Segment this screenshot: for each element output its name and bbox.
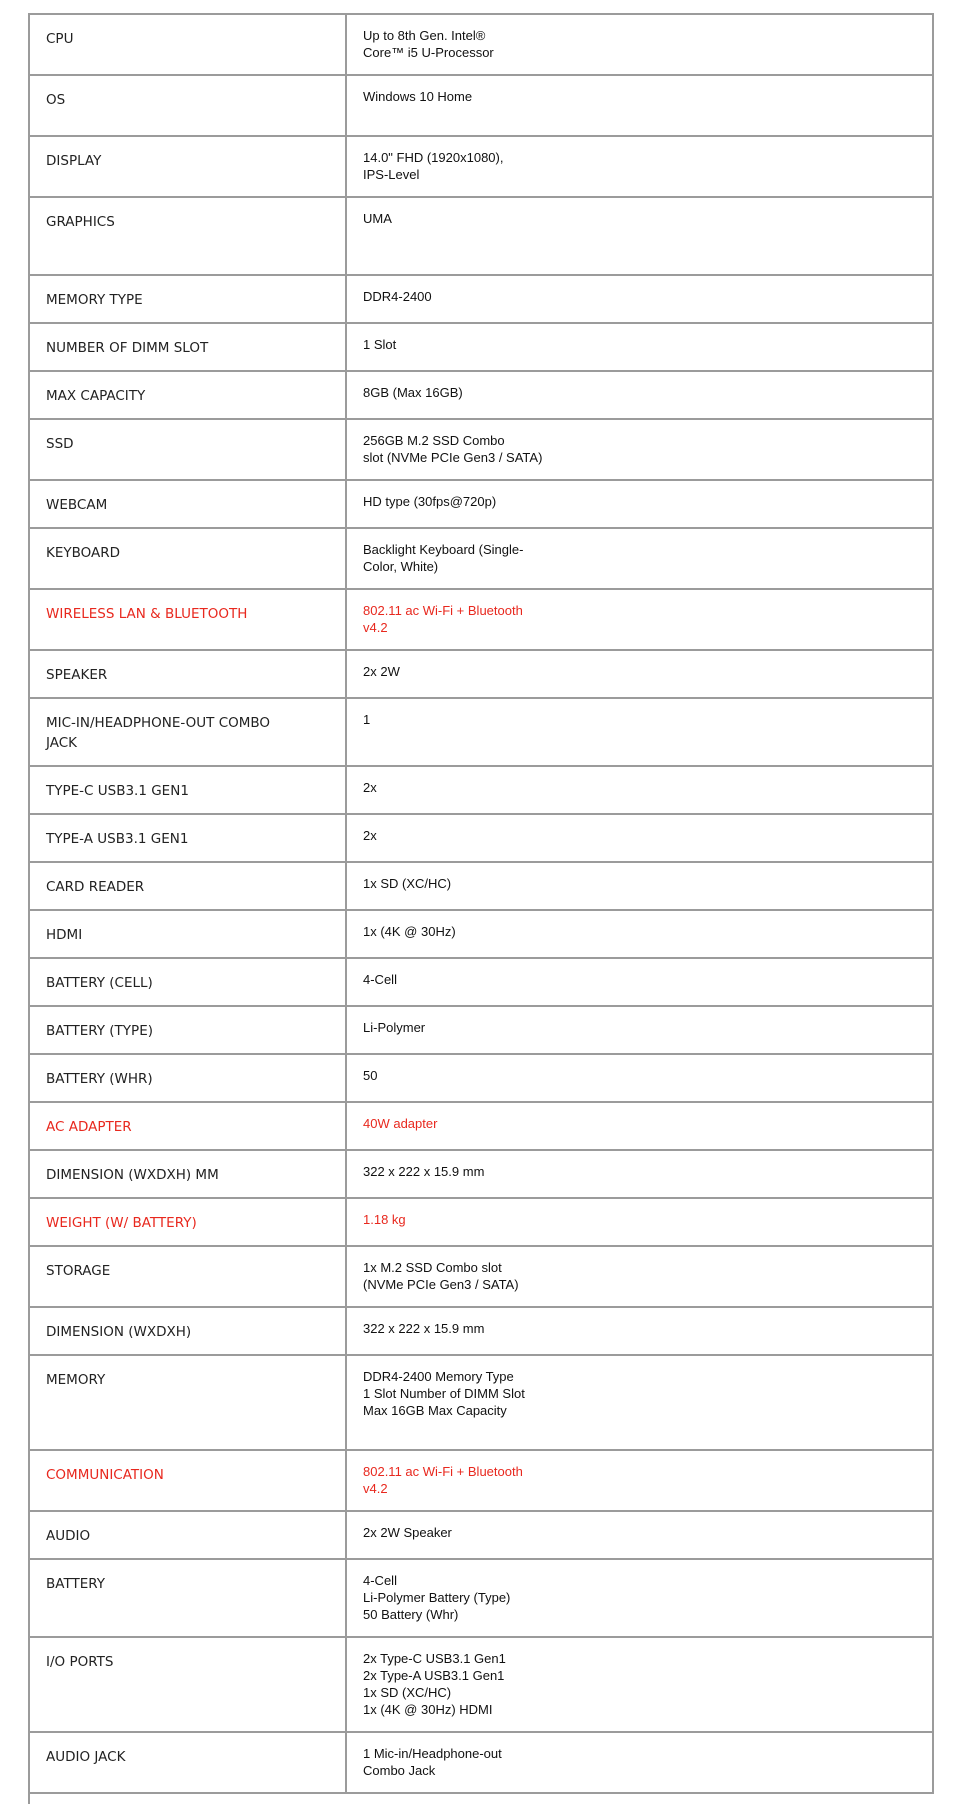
spec-row (29, 136, 933, 197)
spec-label: DIMENSION (WXDXH) MM (29, 1150, 346, 1198)
spec-value: 1 Slot (346, 323, 933, 371)
spec-value: 4-Cell (346, 958, 933, 1006)
spec-value: 2x 2W (346, 650, 933, 698)
spec-value: 1x M.2 SSD Combo slot (NVMe PCIe Gen3 / SATA) (346, 1246, 933, 1307)
spec-value: 8GB (Max 16GB) (346, 371, 933, 419)
spec-row (29, 1246, 933, 1307)
spec-row (29, 75, 933, 136)
spec-label: DIMENSION (WXDXH) (29, 1307, 346, 1355)
spec-value: 1 Mic-in/Headphone-out Combo Jack (346, 1732, 933, 1793)
spec-label: BATTERY (CELL) (29, 958, 346, 1006)
spec-label: TYPE-C USB3.1 GEN1 (29, 766, 346, 814)
spec-label: TYPE-A USB3.1 GEN1 (29, 814, 346, 862)
spec-label: WIRELESS LAN & BLUETOOTH (29, 589, 346, 650)
spec-row (29, 371, 933, 419)
spec-row (29, 958, 933, 1006)
spec-value: 50 (346, 1054, 933, 1102)
spec-label: GRAPHICS (29, 197, 346, 275)
spec-row (29, 910, 933, 958)
spec-row (29, 1150, 933, 1198)
spec-table-body (29, 14, 933, 1793)
spec-value: 40W adapter (346, 1102, 933, 1150)
spec-value: 802.11 ac Wi-Fi + Bluetooth v4.2 (346, 1450, 933, 1511)
spec-label: STORAGE (29, 1246, 346, 1307)
spec-label: WEBCAM (29, 480, 346, 528)
spec-row (29, 650, 933, 698)
spec-row (29, 1732, 933, 1793)
spec-row (29, 814, 933, 862)
spec-row (29, 480, 933, 528)
spec-label: WEIGHT (W/ BATTERY) (29, 1198, 346, 1246)
spec-row (29, 1559, 933, 1637)
spec-value: 14.0" FHD (1920x1080), IPS-Level (346, 136, 933, 197)
spec-value: DDR4-2400 Memory Type 1 Slot Number of DIMM Slot Max 16GB Max Capacity (346, 1355, 933, 1450)
spec-label: CARD READER (29, 862, 346, 910)
spec-row (29, 275, 933, 323)
spec-label: COMMUNICATION (29, 1450, 346, 1511)
spec-label: I/O PORTS (29, 1637, 346, 1732)
spec-value: 2x (346, 766, 933, 814)
spec-label: OS (29, 75, 346, 136)
spec-label: BATTERY (WHR) (29, 1054, 346, 1102)
spec-label: HDMI (29, 910, 346, 958)
spec-value: Backlight Keyboard (Single- Color, White) (346, 528, 933, 589)
spec-label: MIC-IN/HEADPHONE-OUT COMBO JACK (29, 698, 346, 766)
spec-label: AUDIO (29, 1511, 346, 1559)
spec-value: 1x (4K @ 30Hz) (346, 910, 933, 958)
spec-label: AC ADAPTER (29, 1102, 346, 1150)
spec-value: 2x (346, 814, 933, 862)
spec-value: 4-Cell Li-Polymer Battery (Type) 50 Battery (Whr) (346, 1559, 933, 1637)
spec-row (29, 766, 933, 814)
spec-label: CPU (29, 14, 346, 75)
spec-value: DDR4-2400 (346, 275, 933, 323)
spec-table (28, 13, 934, 1794)
spec-row (29, 1198, 933, 1246)
spec-value: UMA (346, 197, 933, 275)
spec-row (29, 1450, 933, 1511)
spec-label: BATTERY (29, 1559, 346, 1637)
spec-value: Li-Polymer (346, 1006, 933, 1054)
spec-value: 256GB M.2 SSD Combo slot (NVMe PCIe Gen3 / SATA) (346, 419, 933, 480)
spec-label: MEMORY (29, 1355, 346, 1450)
spec-label: SPEAKER (29, 650, 346, 698)
spec-row (29, 419, 933, 480)
spec-row (29, 197, 933, 275)
spec-row (29, 698, 933, 766)
spec-value: Windows 10 Home (346, 75, 933, 136)
spec-value: HD type (30fps@720p) (346, 480, 933, 528)
spec-value: 322 x 222 x 15.9 mm (346, 1150, 933, 1198)
spec-row (29, 1511, 933, 1559)
spec-row (29, 1355, 933, 1450)
spec-value: 1 (346, 698, 933, 766)
spec-row (29, 1102, 933, 1150)
spec-row (29, 323, 933, 371)
spec-label: AUDIO JACK (29, 1732, 346, 1793)
spec-value: 802.11 ac Wi-Fi + Bluetooth v4.2 (346, 589, 933, 650)
spec-row (29, 14, 933, 75)
spec-label: MAX CAPACITY (29, 371, 346, 419)
spec-row (29, 589, 933, 650)
spec-row (29, 1637, 933, 1732)
spec-label: SSD (29, 419, 346, 480)
spec-row (29, 1307, 933, 1355)
spec-row (29, 862, 933, 910)
spec-label: NUMBER OF DIMM SLOT (29, 323, 346, 371)
spec-value: 1x SD (XC/HC) (346, 862, 933, 910)
spec-value: 2x 2W Speaker (346, 1511, 933, 1559)
spec-row (29, 1054, 933, 1102)
spec-value: 1.18 kg (346, 1198, 933, 1246)
spec-label: DISPLAY (29, 136, 346, 197)
spec-value: 2x Type-C USB3.1 Gen1 2x Type-A USB3.1 Gen1 1x SD (XC/HC) 1x (4K @ 30Hz) HDMI (346, 1637, 933, 1732)
spec-label: MEMORY TYPE (29, 275, 346, 323)
spec-value: Up to 8th Gen. Intel® Core™ i5 U-Processor (346, 14, 933, 75)
spec-label: KEYBOARD (29, 528, 346, 589)
spec-row (29, 1006, 933, 1054)
spec-row (29, 528, 933, 589)
spec-value: 322 x 222 x 15.9 mm (346, 1307, 933, 1355)
spec-label: BATTERY (TYPE) (29, 1006, 346, 1054)
